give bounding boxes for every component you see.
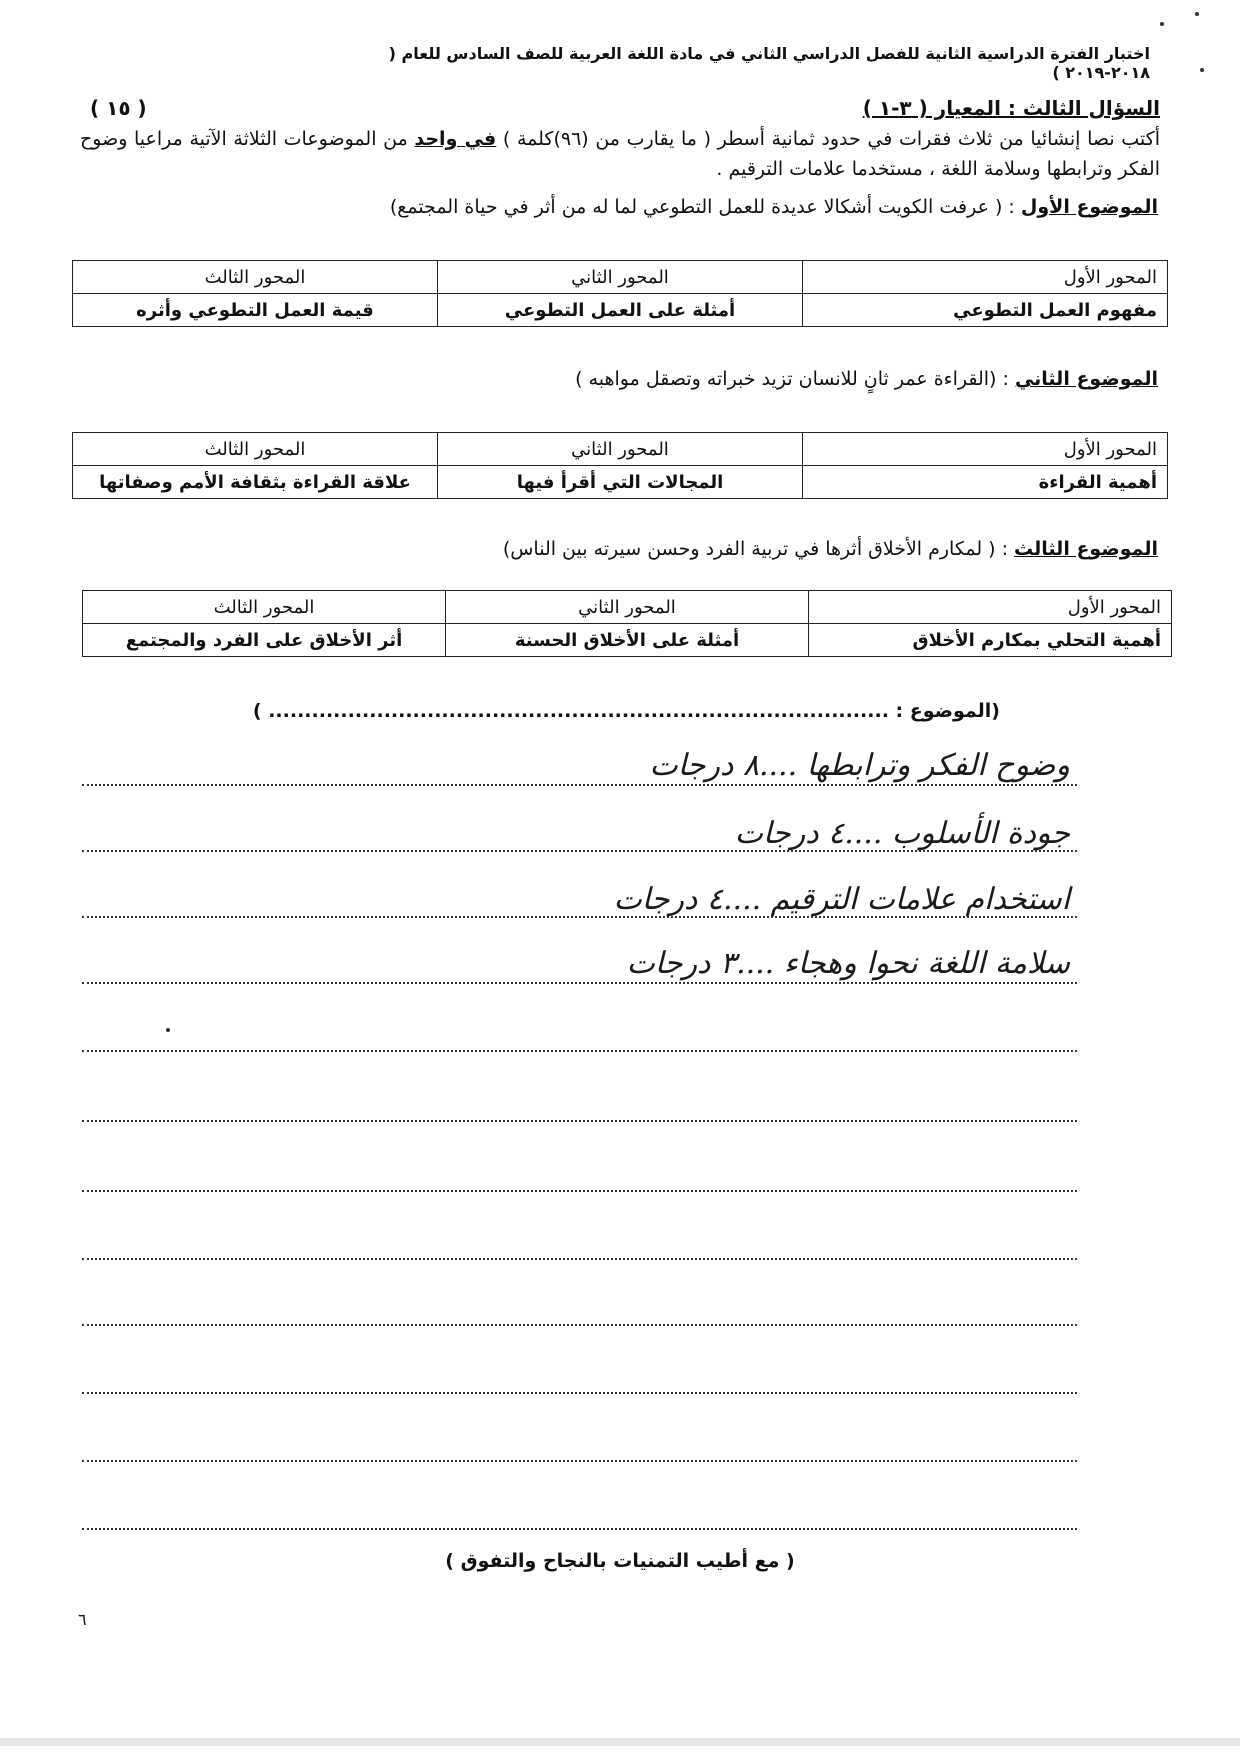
scan-edge	[0, 1738, 1240, 1746]
axis-value: مفهوم العمل التطوعي	[803, 294, 1168, 327]
axis-header: المحور الثاني	[438, 433, 803, 466]
axis-header: المحور الثالث	[83, 591, 446, 624]
axis-header: المحور الأول	[803, 433, 1168, 466]
axis-value: أمثلة على العمل التطوعي	[438, 294, 803, 327]
topic-2-label: الموضوع الثاني	[1014, 368, 1158, 390]
topic-2-text: : (القراءة عمر ثانٍ للانسان تزيد خبراته وتصقل مواهبه )	[575, 368, 1015, 390]
axis-header: المحور الثاني	[446, 591, 809, 624]
axis-value: أثر الأخلاق على الفرد والمجتمع	[83, 624, 446, 657]
topic-3-text: : ( لمكارم الأخلاق أثرها في تربية الفرد وحسن سيرته بين الناس)	[502, 538, 1015, 560]
axis-value: أهمية القراءة	[803, 466, 1168, 499]
answer-line	[82, 914, 1077, 918]
handwritten-note: وضوح الفكر وترابطها ....٨ درجات	[649, 748, 1070, 783]
answer-line	[82, 1526, 1077, 1530]
axis-value: أمثلة على الأخلاق الحسنة	[446, 624, 809, 657]
axis-header: المحور الأول	[803, 261, 1168, 294]
axis-header: المحور الثاني	[438, 261, 803, 294]
axis-value: المجالات التي أقرأ فيها	[438, 466, 803, 499]
topic-1-axes-table	[72, 260, 1168, 327]
instructions-part1: أكتب نصا إنشائيا من ثلاث فقرات في حدود ثمانية أسطر ( ما يقارب من (٩٦)كلمة )	[496, 128, 1160, 150]
topic-1-text: : ( عرفت الكويت أشكالا عديدة للعمل التطوعي لما له من أثر في حياة المجتمع)	[389, 196, 1021, 218]
handwritten-note: جودة الأسلوب ....٤ درجات	[734, 816, 1070, 851]
scan-speck	[166, 1028, 170, 1032]
axis-header: المحور الثالث	[73, 261, 438, 294]
scan-speck	[1200, 68, 1204, 72]
topic-2-axes-table	[72, 432, 1168, 499]
answer-topic-line: (الموضوع : ...................................................................................... )	[252, 700, 1000, 722]
instructions-part2: من الموضوعات الثلاثة الآتية مراعيا وضوح الفكر وترابطها وسلامة اللغة ، مستخدما علامات الترقيم .	[80, 128, 1160, 180]
answer-line	[82, 1048, 1077, 1052]
axis-value: قيمة العمل التطوعي وأثره	[73, 294, 438, 327]
answer-line	[82, 1188, 1077, 1192]
scan-speck	[1160, 22, 1164, 26]
instructions	[80, 124, 1160, 184]
question-title: السؤال الثالث : المعيار ( ٣-١ )	[862, 96, 1160, 120]
scan-speck	[1195, 12, 1199, 16]
answer-line	[82, 1118, 1077, 1122]
closing-wish: ( مع أطيب التمنيات بالنجاح والتفوق )	[445, 1550, 795, 1572]
answer-line	[82, 1390, 1077, 1394]
axis-header: المحور الأول	[809, 591, 1172, 624]
axis-value: علاقة القراءة بثقافة الأمم وصفاتها	[73, 466, 438, 499]
axis-header: المحور الثالث	[73, 433, 438, 466]
handwritten-note: استخدام علامات الترقيم ....٤ درجات	[613, 882, 1070, 917]
topic-3-label: الموضوع الثالث	[1014, 538, 1158, 560]
topic-3-axes-table	[82, 590, 1172, 657]
answer-line	[82, 1458, 1077, 1462]
exam-header: اختبار الفترة الدراسية الثانية للفصل الدراسي الثاني في مادة اللغة العربية للصف السادس للعام ( ٢٠١٨-٢٠١٩ )	[388, 44, 1150, 82]
answer-line	[82, 980, 1077, 984]
question-marks: ( ١٥ )	[90, 96, 147, 120]
answer-line	[82, 1322, 1077, 1326]
topic-1	[390, 196, 1158, 218]
answer-line	[82, 782, 1077, 786]
topic-2	[575, 368, 1158, 390]
topic-1-label: الموضوع الأول	[1020, 196, 1158, 218]
answer-line	[82, 1256, 1077, 1260]
answer-line	[82, 848, 1077, 852]
handwritten-note: سلامة اللغة نحوا وهجاء ....٣ درجات	[626, 946, 1070, 981]
instructions-emphasis: في واحد	[414, 128, 497, 150]
axis-value: أهمية التحلي بمكارم الأخلاق	[809, 624, 1172, 657]
topic-3	[503, 538, 1158, 560]
page-number: ٦	[78, 1610, 87, 1629]
